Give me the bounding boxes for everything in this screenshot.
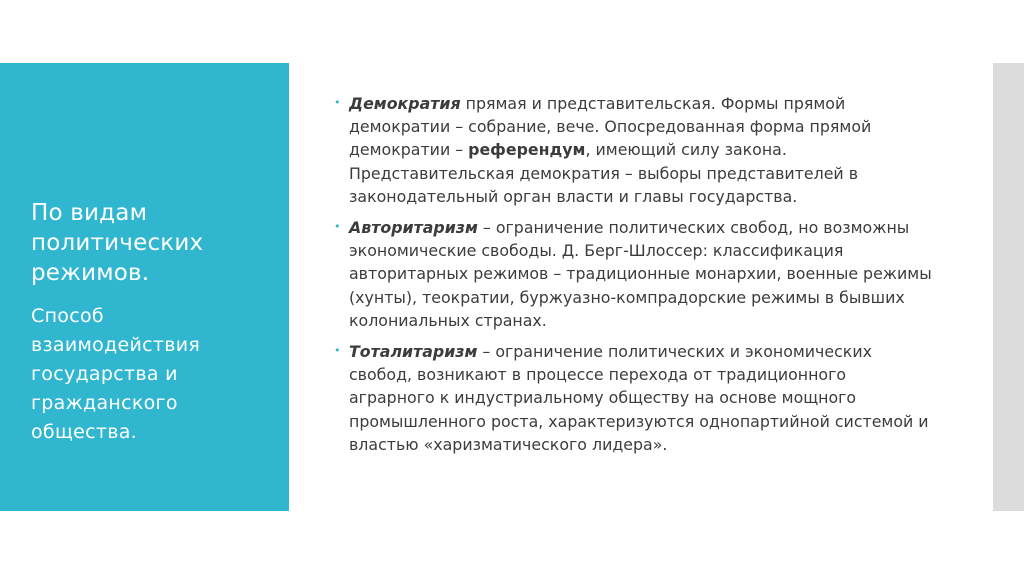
term-democracy: Демократия xyxy=(349,94,461,113)
side-decoration-bar xyxy=(993,63,1024,511)
bullet-item-democracy xyxy=(332,92,932,208)
slide-title: По видам политических режимов. xyxy=(31,200,204,286)
slide-subtitle: Способ взаимодействия государства и гражданского общества. xyxy=(31,305,201,443)
bullet-item-authoritarianism xyxy=(332,216,932,332)
term-referendum: референдум xyxy=(468,140,586,160)
democracy-text-2: , имеющий силу закона. Представительская демократия – выборы представителей в законодательный орган власти и главы государства. xyxy=(349,140,859,206)
authoritarianism-text: – ограничение политических свобод, но возможны экономические свободы. Д. Берг-Шлоссер: классификация авторитарных режимов – традиционные монархии, военные режимы (хунты), теократии, буржуазно-компрадорские режимы в бывших колониальных странах. xyxy=(349,218,932,330)
bullet-icon: • xyxy=(334,220,341,234)
term-authoritarianism: Авторитаризм xyxy=(349,218,478,238)
bullet-icon: • xyxy=(334,344,341,358)
totalitarianism-text: – ограничение политических и экономических свобод, возникают в процессе перехода от традиционного аграрного к индустриальному обществу на основе мощного промышленного роста, характеризуются однопартийной системой и властью «харизматического лидера». xyxy=(349,342,929,454)
bullet-icon: • xyxy=(334,96,341,109)
democracy-text-1: прямая и представительская. Формы прямой демократии – собрание, вече. Опосредованная форма прямой демократии – xyxy=(349,94,872,160)
bullet-item-totalitarianism xyxy=(332,340,932,456)
term-totalitarianism: Тоталитаризм xyxy=(349,342,478,362)
bullet-list xyxy=(332,92,932,464)
